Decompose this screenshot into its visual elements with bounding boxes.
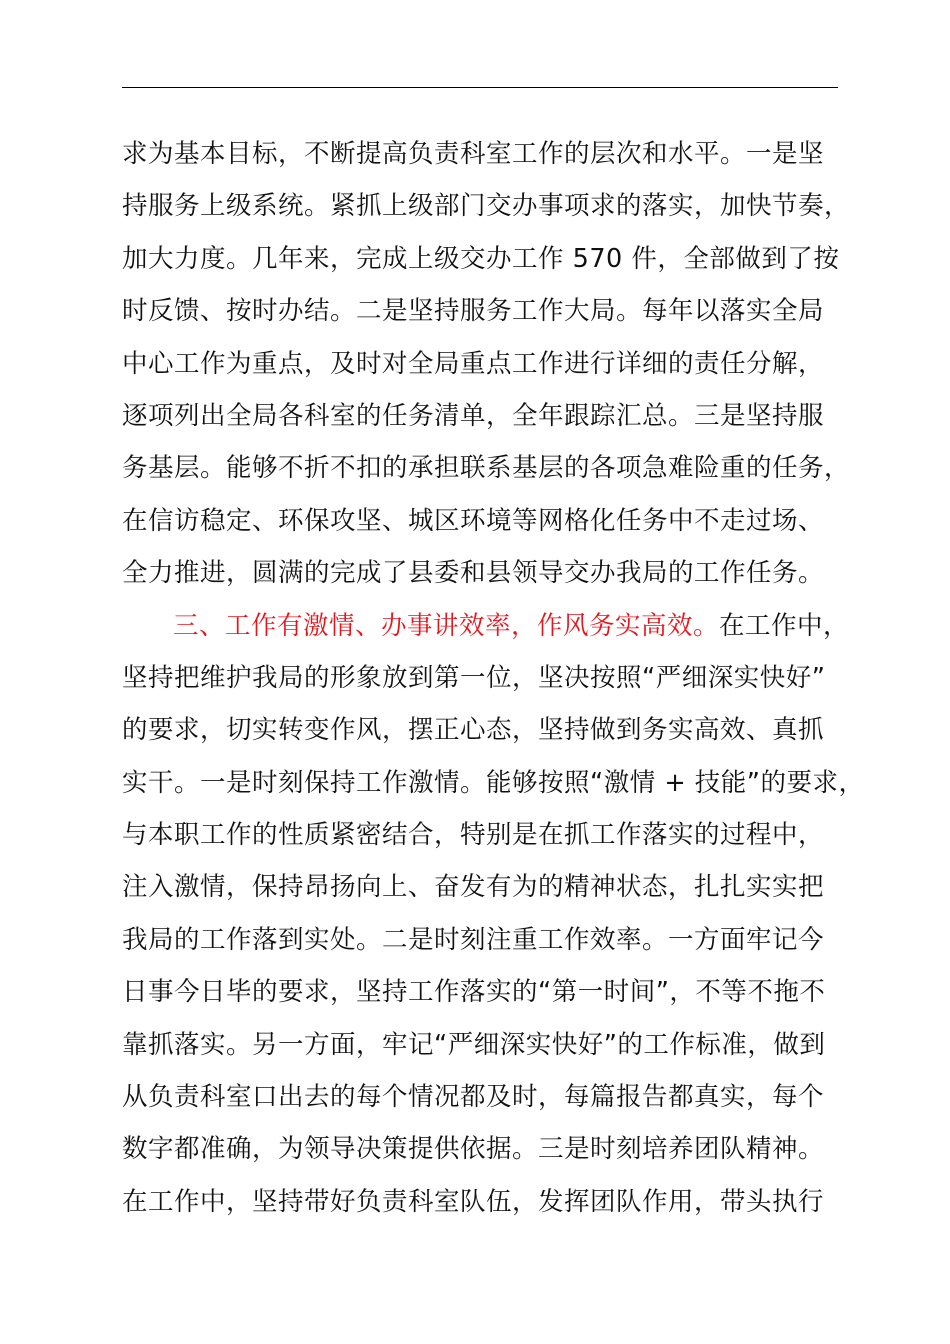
- section-heading: 三、工作有激情、办事讲效率，作风务实高效。: [173, 610, 720, 641]
- paragraph-line: 在工作中，坚持带好负责科室队伍，发挥团队作用，带头执行: [122, 1186, 825, 1217]
- paragraph-line: 全力推进，圆满的完成了县委和县领导交办我局的工作任务。: [122, 558, 825, 589]
- paragraph-line: 持服务上级系统。紧抓上级部门交办事项求的落实，加快节奏，: [122, 191, 851, 222]
- header-rule: [122, 87, 838, 88]
- paragraph-line: 注入激情，保持昂扬向上、奋发有为的精神状态，扎扎实实把: [122, 872, 825, 903]
- paragraph-line: 靠抓落实。另一方面，牢记“严细深实快好”的工作标准，做到: [122, 1029, 826, 1060]
- paragraph-line: 坚持把维护我局的形象放到第一位，坚决按照“严细深实快好”: [122, 662, 826, 693]
- paragraph-line: 中心工作为重点，及时对全局重点工作进行详细的责任分解，: [122, 348, 825, 379]
- paragraph-line: 求为基本目标，不断提高负责科室工作的层次和水平。一是坚: [122, 139, 825, 169]
- paragraph-line: 日事今日毕的要求，坚持工作落实的“第一时间”，不等不拖不: [122, 977, 826, 1008]
- section-heading-line: [122, 600, 862, 652]
- paragraph-line: 在信访稳定、环保攻坚、城区环境等网格化任务中不走过场、: [122, 505, 825, 536]
- paragraph-line: 与本职工作的性质紧密结合，特别是在抓工作落实的过程中，: [122, 820, 825, 851]
- section-heading-tail: 在工作中，: [719, 610, 850, 641]
- paragraph-line: 数字都准确，为领导决策提供依据。三是时刻培养团队精神。: [122, 1134, 825, 1165]
- document-body: [122, 128, 865, 1228]
- paragraph-line: 从负责科室口出去的每个情况都及时，每篇报告都真实，每个: [122, 1082, 825, 1113]
- paragraph-line: 加大力度。几年来，完成上级交办工作 570 件，全部做到了按: [122, 243, 840, 274]
- paragraph-line: 务基层。能够不折不扣的承担联系基层的各项急难险重的任务，: [122, 453, 851, 484]
- paragraph-line: 的要求，切实转变作风，摆正心态，坚持做到务实高效、真抓: [122, 715, 825, 746]
- paragraph-line: 我局的工作落到实处。二是时刻注重工作效率。一方面牢记今: [122, 924, 825, 955]
- paragraph-line: 逐项列出全局各科室的任务清单，全年跟踪汇总。三是坚持服: [122, 400, 825, 431]
- paragraph-line: 实干。一是时刻保持工作激情。能够按照“激情 + 技能”的要求，: [122, 767, 865, 798]
- paragraph-line: 时反馈、按时办结。二是坚持服务工作大局。每年以落实全局: [122, 296, 825, 327]
